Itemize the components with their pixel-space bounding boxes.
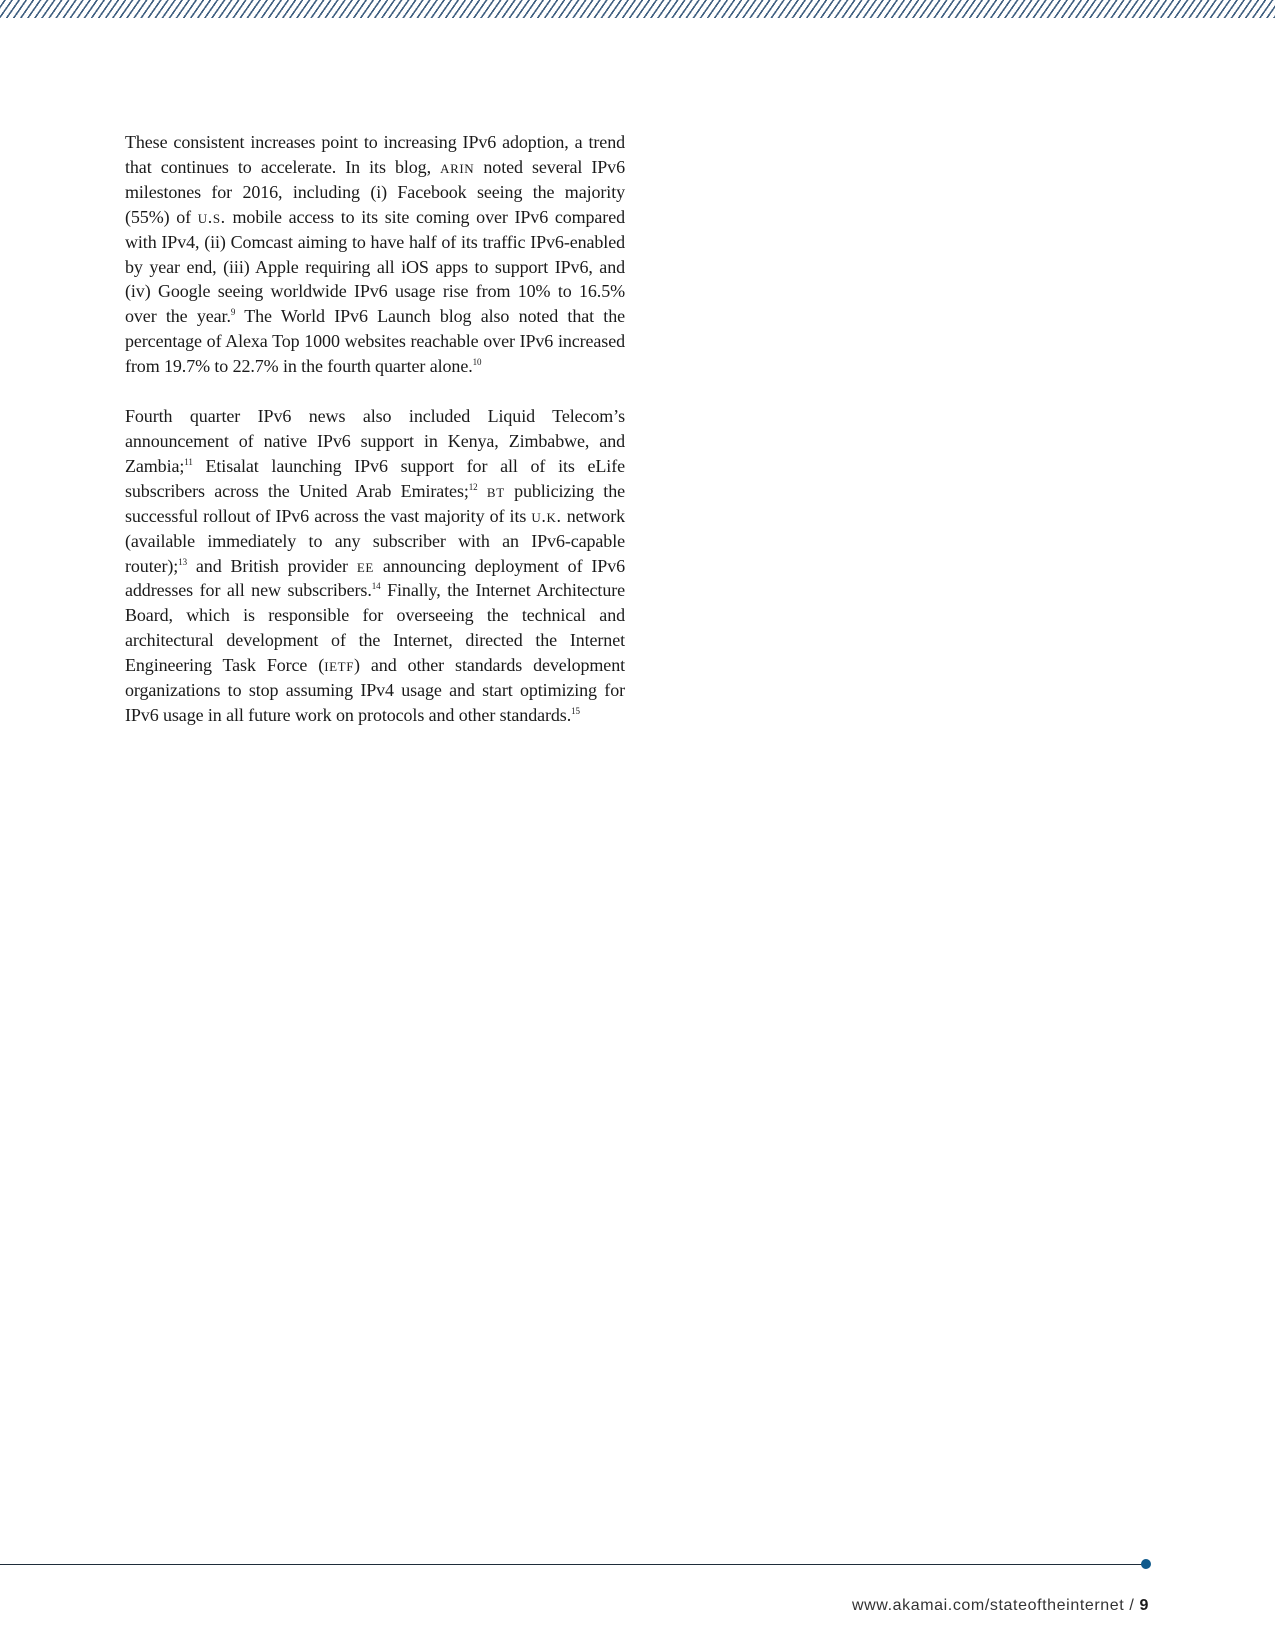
body-text-column — [125, 130, 625, 753]
header-hatch-band — [0, 0, 1275, 18]
footer-dot-marker — [1141, 1559, 1151, 1569]
paragraph-ipv6-adoption — [125, 130, 625, 379]
text-run: The World IPv6 Launch blog also noted that the percentage of Alexa Top 1000 websites reachable over IPv6 increased from 19.7% to 22.7% in the fourth quarter alone. — [125, 306, 625, 377]
footnote-ref-9: 9 — [230, 307, 236, 318]
footer-separator: / — [1124, 1597, 1140, 1614]
acronym-ee: ee — [356, 555, 374, 576]
acronym-arin: arin — [440, 156, 475, 177]
page-footer — [852, 1597, 1149, 1615]
text-run: Finally, the Internet Architecture Board, which is responsible for overseeing the technical and architectural development of the Internet, directed the Internet Engineering Task Force ( — [125, 580, 625, 676]
acronym-us: u.s. — [197, 206, 226, 227]
text-run: announcing deployment of IPv6 addresses for all new subscribers. — [125, 555, 625, 601]
paragraph-fourth-quarter-news — [125, 404, 625, 728]
footnote-ref-15: 15 — [571, 705, 580, 716]
text-run: noted several IPv6 milestones for 2016, including (i) Facebook seeing the majority (55%) of — [125, 156, 625, 227]
footer-url-link[interactable]: www.akamai.com/stateoftheinternet — [851, 1597, 1125, 1614]
acronym-bt: bt — [486, 480, 505, 501]
text-run: Fourth quarter IPv6 news also included Liquid Telecom’s announcement of native IPv6 support in Kenya, Zimbabwe, and Zambia; — [125, 406, 625, 476]
footer-rule — [0, 1564, 1146, 1565]
text-run: and British provider — [187, 555, 357, 576]
text-run: ) and other standards development organizations to stop assuming IPv4 usage and start optimizing for IPv6 usage in all future work on protocols and other standards. — [125, 655, 625, 725]
footnote-ref-12: 12 — [468, 481, 478, 492]
acronym-uk: u.k. — [531, 505, 562, 526]
page-number: 9 — [1139, 1597, 1149, 1614]
text-run: mobile access to its site coming over IPv6 compared with IPv4, (ii) Comcast aiming to have half of its traffic IPv6-enabled by year end, (iii) Apple requiring all iOS apps to support IPv6, and (iv) Google seeing worldwide IPv6 usage rise from 10% to 16.5% over the year. — [125, 206, 625, 327]
footnote-ref-11: 11 — [184, 456, 193, 467]
footnote-ref-10: 10 — [472, 357, 482, 368]
text-run: These consistent increases point to increasing IPv6 adoption, a trend that continues to accelerate. In its blog, — [125, 132, 625, 177]
text-run: network (available immediately to any subscriber with an IPv6-capable router); — [125, 505, 625, 576]
footnote-ref-13: 13 — [178, 556, 187, 567]
text-run: Etisalat launching IPv6 support for all of its eLife subscribers across the United Arab Emirates; — [125, 455, 625, 501]
text-run — [478, 481, 487, 501]
footnote-ref-14: 14 — [371, 581, 381, 592]
acronym-ietf: ietf — [324, 655, 355, 676]
text-run: publicizing the successful rollout of IPv6 across the vast majority of its — [125, 480, 626, 526]
